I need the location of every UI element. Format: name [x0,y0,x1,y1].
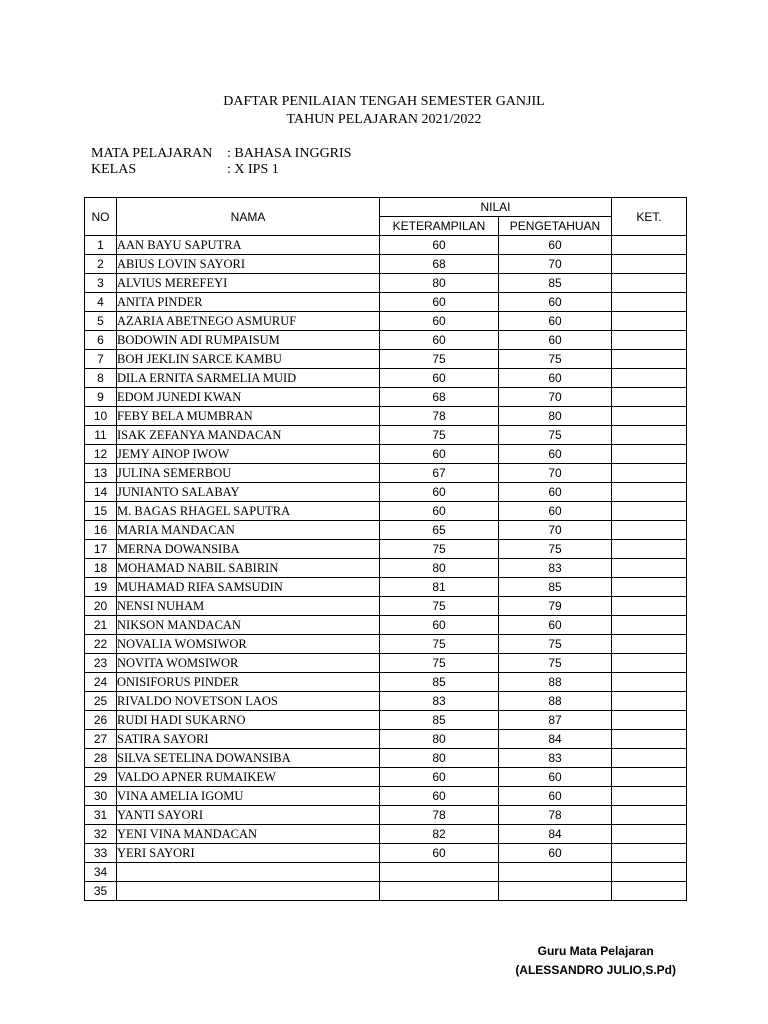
student-name [117,863,380,882]
row-number: 29 [85,768,117,787]
row-number: 20 [85,597,117,616]
class-label: KELAS [91,162,137,177]
pengetahuan-score: 75 [499,635,612,654]
row-number: 14 [85,483,117,502]
row-number: 27 [85,730,117,749]
row-number: 33 [85,844,117,863]
student-name: ISAK ZEFANYA MANDACAN [117,426,380,445]
table-row [85,274,687,293]
pengetahuan-score: 60 [499,331,612,350]
student-name: MUHAMAD RIFA SAMSUDIN [117,578,380,597]
student-name: M. BAGAS RHAGEL SAPUTRA [117,502,380,521]
signature-block [515,942,676,980]
ket-cell [612,616,687,635]
student-name [117,882,380,901]
ket-cell [612,882,687,901]
ket-cell [612,255,687,274]
student-name: MERNA DOWANSIBA [117,540,380,559]
student-name: SILVA SETELINA DOWANSIBA [117,749,380,768]
ket-cell [612,274,687,293]
student-name: JEMY AINOP IWOW [117,445,380,464]
ket-cell [612,692,687,711]
subject-value: : BAHASA INGGRIS [227,146,352,161]
pengetahuan-score: 70 [499,255,612,274]
ket-cell [612,236,687,255]
ket-cell [612,293,687,312]
keterampilan-score [380,863,499,882]
row-number: 21 [85,616,117,635]
ket-cell [612,502,687,521]
row-number: 2 [85,255,117,274]
row-number: 17 [85,540,117,559]
table-row [85,711,687,730]
keterampilan-score: 85 [380,673,499,692]
keterampilan-score: 68 [380,388,499,407]
keterampilan-score: 75 [380,635,499,654]
table-row [85,445,687,464]
student-name: SATIRA SAYORI [117,730,380,749]
table-row [85,692,687,711]
subject-line [91,146,351,162]
keterampilan-score: 60 [380,312,499,331]
row-number: 6 [85,331,117,350]
pengetahuan-score: 75 [499,654,612,673]
pengetahuan-score [499,882,612,901]
subject-label: MATA PELAJARAN [91,146,213,161]
ket-cell [612,844,687,863]
table-row [85,236,687,255]
ket-cell [612,730,687,749]
pengetahuan-score: 75 [499,350,612,369]
table-row [85,616,687,635]
table-row [85,749,687,768]
row-number: 3 [85,274,117,293]
pengetahuan-score: 85 [499,274,612,293]
table-row [85,331,687,350]
student-name: ABIUS LOVIN SAYORI [117,255,380,274]
class-line [91,162,279,178]
student-name: YENI VINA MANDACAN [117,825,380,844]
ket-cell [612,540,687,559]
grades-table [84,197,687,901]
student-name: ANITA PINDER [117,293,380,312]
pengetahuan-score: 60 [499,502,612,521]
keterampilan-score [380,882,499,901]
row-number: 32 [85,825,117,844]
student-name: RIVALDO NOVETSON LAOS [117,692,380,711]
student-name: RUDI HADI SUKARNO [117,711,380,730]
keterampilan-score: 82 [380,825,499,844]
keterampilan-score: 60 [380,844,499,863]
ket-cell [612,521,687,540]
row-number: 18 [85,559,117,578]
student-name: NIKSON MANDACAN [117,616,380,635]
header-ket: KET. [612,198,687,236]
table-row [85,863,687,882]
student-name: JUNIANTO SALABAY [117,483,380,502]
pengetahuan-score: 60 [499,616,612,635]
table-row [85,312,687,331]
pengetahuan-score: 80 [499,407,612,426]
row-number: 4 [85,293,117,312]
student-name: MARIA MANDACAN [117,521,380,540]
pengetahuan-score: 75 [499,426,612,445]
pengetahuan-score: 60 [499,787,612,806]
row-number: 28 [85,749,117,768]
pengetahuan-score: 85 [499,578,612,597]
pengetahuan-score: 88 [499,673,612,692]
class-value: : X IPS 1 [227,162,279,177]
keterampilan-score: 60 [380,616,499,635]
row-number: 11 [85,426,117,445]
ket-cell [612,331,687,350]
keterampilan-score: 60 [380,369,499,388]
keterampilan-score: 75 [380,597,499,616]
student-name: DILA ERNITA SARMELIA MUID [117,369,380,388]
table-row [85,597,687,616]
row-number: 23 [85,654,117,673]
pengetahuan-score: 60 [499,483,612,502]
student-name: ALVIUS MEREFEYI [117,274,380,293]
table-row [85,882,687,901]
pengetahuan-score: 70 [499,521,612,540]
row-number: 1 [85,236,117,255]
student-name: BODOWIN ADI RUMPAISUM [117,331,380,350]
ket-cell [612,426,687,445]
pengetahuan-score: 60 [499,445,612,464]
ket-cell [612,768,687,787]
keterampilan-score: 75 [380,350,499,369]
table-row [85,559,687,578]
ket-cell [612,635,687,654]
row-number: 16 [85,521,117,540]
table-row [85,426,687,445]
table-row [85,388,687,407]
pengetahuan-score: 60 [499,293,612,312]
pengetahuan-score: 87 [499,711,612,730]
keterampilan-score: 75 [380,540,499,559]
pengetahuan-score [499,863,612,882]
keterampilan-score: 81 [380,578,499,597]
header-no: NO [85,198,117,236]
keterampilan-score: 60 [380,768,499,787]
table-row [85,540,687,559]
pengetahuan-score: 78 [499,806,612,825]
keterampilan-score: 65 [380,521,499,540]
table-row [85,578,687,597]
keterampilan-score: 60 [380,787,499,806]
table-row [85,730,687,749]
keterampilan-score: 80 [380,559,499,578]
table-row [85,787,687,806]
row-number: 34 [85,863,117,882]
row-number: 10 [85,407,117,426]
student-name: MOHAMAD NABIL SABIRIN [117,559,380,578]
ket-cell [612,825,687,844]
student-name: NOVALIA WOMSIWOR [117,635,380,654]
keterampilan-score: 80 [380,730,499,749]
student-name: VINA AMELIA IGOMU [117,787,380,806]
student-name: NOVITA WOMSIWOR [117,654,380,673]
ket-cell [612,654,687,673]
table-row [85,844,687,863]
table-row [85,407,687,426]
pengetahuan-score: 60 [499,768,612,787]
keterampilan-score: 60 [380,293,499,312]
ket-cell [612,787,687,806]
header-nilai: NILAI [380,198,612,217]
pengetahuan-score: 79 [499,597,612,616]
keterampilan-score: 60 [380,331,499,350]
ket-cell [612,407,687,426]
table-row [85,350,687,369]
row-number: 22 [85,635,117,654]
keterampilan-score: 78 [380,407,499,426]
header-keterampilan: KETERAMPILAN [380,217,499,236]
table-row [85,255,687,274]
pengetahuan-score: 75 [499,540,612,559]
pengetahuan-score: 70 [499,388,612,407]
student-name: JULINA SEMERBOU [117,464,380,483]
row-number: 8 [85,369,117,388]
keterampilan-score: 75 [380,426,499,445]
pengetahuan-score: 60 [499,369,612,388]
ket-cell [612,388,687,407]
pengetahuan-score: 84 [499,730,612,749]
row-number: 31 [85,806,117,825]
student-name: YERI SAYORI [117,844,380,863]
ket-cell [612,350,687,369]
ket-cell [612,312,687,331]
ket-cell [612,597,687,616]
row-number: 13 [85,464,117,483]
keterampilan-score: 60 [380,502,499,521]
document-subtitle: TAHUN PELAJARAN 2021/2022 [286,112,482,127]
table-row [85,464,687,483]
keterampilan-score: 78 [380,806,499,825]
document-title: DAFTAR PENILAIAN TENGAH SEMESTER GANJIL [223,94,545,109]
student-name: YANTI SAYORI [117,806,380,825]
ket-cell [612,559,687,578]
keterampilan-score: 68 [380,255,499,274]
table-row [85,293,687,312]
keterampilan-score: 80 [380,274,499,293]
row-number: 25 [85,692,117,711]
student-name: VALDO APNER RUMAIKEW [117,768,380,787]
pengetahuan-score: 83 [499,749,612,768]
keterampilan-score: 60 [380,483,499,502]
row-number: 19 [85,578,117,597]
ket-cell [612,445,687,464]
ket-cell [612,464,687,483]
header-nama: NAMA [117,198,380,236]
table-row [85,635,687,654]
ket-cell [612,806,687,825]
student-name: ONISIFORUS PINDER [117,673,380,692]
pengetahuan-score: 60 [499,844,612,863]
row-number: 35 [85,882,117,901]
student-name: BOH JEKLIN SARCE KAMBU [117,350,380,369]
row-number: 12 [85,445,117,464]
row-number: 5 [85,312,117,331]
ket-cell [612,578,687,597]
pengetahuan-score: 60 [499,236,612,255]
header-pengetahuan: PENGETAHUAN [499,217,612,236]
pengetahuan-score: 84 [499,825,612,844]
ket-cell [612,673,687,692]
keterampilan-score: 80 [380,749,499,768]
table-row [85,502,687,521]
student-name: AAN BAYU SAPUTRA [117,236,380,255]
ket-cell [612,863,687,882]
table-row [85,654,687,673]
pengetahuan-score: 88 [499,692,612,711]
table-row [85,768,687,787]
pengetahuan-score: 83 [499,559,612,578]
student-name: FEBY BELA MUMBRAN [117,407,380,426]
table-row [85,825,687,844]
signature-role: Guru Mata Pelajaran [537,944,654,958]
table-row [85,806,687,825]
row-number: 24 [85,673,117,692]
table-row [85,521,687,540]
header-row [85,198,687,217]
ket-cell [612,711,687,730]
ket-cell [612,483,687,502]
student-name: NENSI NUHAM [117,597,380,616]
pengetahuan-score: 70 [499,464,612,483]
keterampilan-score: 75 [380,654,499,673]
table-row [85,483,687,502]
student-name: EDOM JUNEDI KWAN [117,388,380,407]
row-number: 26 [85,711,117,730]
keterampilan-score: 67 [380,464,499,483]
keterampilan-score: 85 [380,711,499,730]
row-number: 30 [85,787,117,806]
ket-cell [612,369,687,388]
row-number: 15 [85,502,117,521]
ket-cell [612,749,687,768]
pengetahuan-score: 60 [499,312,612,331]
row-number: 7 [85,350,117,369]
keterampilan-score: 83 [380,692,499,711]
signature-name: (ALESSANDRO JULIO,S.Pd) [515,963,676,977]
table-row [85,673,687,692]
table-row [85,369,687,388]
row-number: 9 [85,388,117,407]
keterampilan-score: 60 [380,236,499,255]
keterampilan-score: 60 [380,445,499,464]
student-name: AZARIA ABETNEGO ASMURUF [117,312,380,331]
